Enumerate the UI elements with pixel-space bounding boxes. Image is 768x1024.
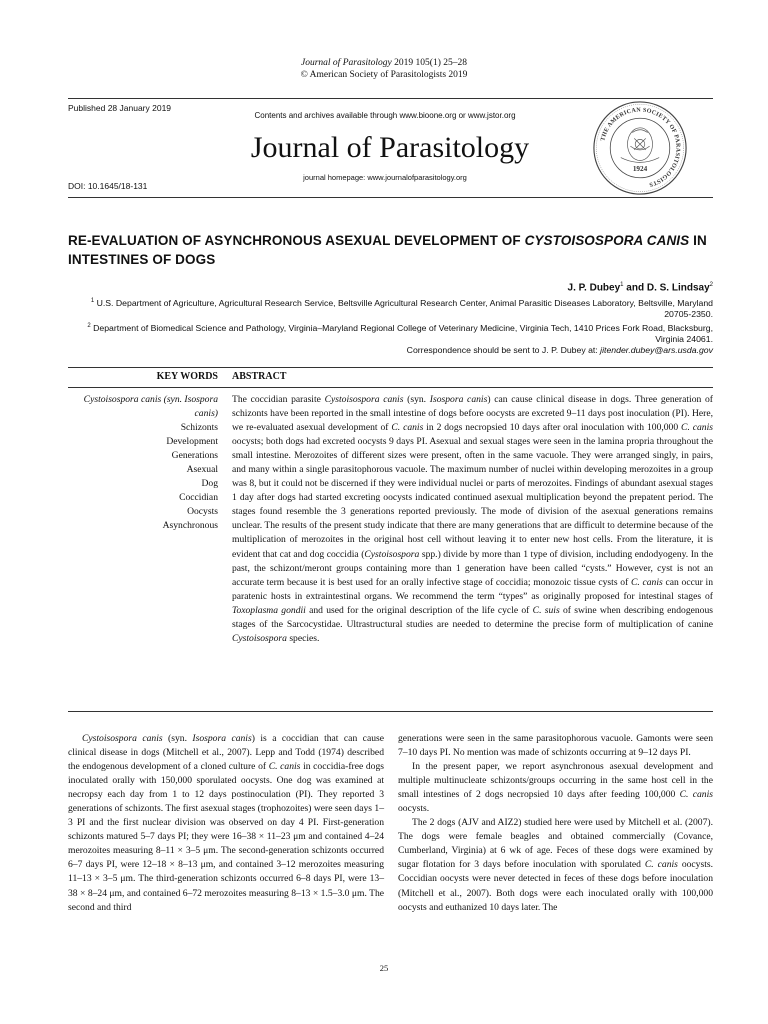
keyword-item: Asynchronous xyxy=(162,520,218,531)
correspondence-email[interactable]: jitender.dubey@ars.usda.gov xyxy=(600,345,713,355)
keywords-list xyxy=(68,393,218,533)
running-head-journal: Journal of Parasitology xyxy=(301,58,392,68)
journal-homepage: journal homepage: www.journalofparasitology.org xyxy=(303,173,467,182)
body-paragraph: The 2 dogs (AJV and AIZ2) studied here were used by Mitchell et al. (2007). The dogs were female beagles and obtained commercially (Covance, Cumberland, Virginia) at 6 wk of age. Feces of these dogs were examined by sugar flotation for 3 days before inoculation with sporulated C. canis oocysts. Coccidian oocysts were never detected in feces of these dogs before inoculation (Mitchell et al., 2007). Both dogs were each inoculated orally with 100,000 oocysts and euthanized 10 days later. The xyxy=(398,817,713,913)
correspondence-text: Correspondence should be sent to J. P. Dubey at: xyxy=(406,345,601,355)
author-1: J. P. Dubey xyxy=(567,282,621,294)
divider xyxy=(68,711,713,712)
body-column-right xyxy=(398,732,713,915)
keyword-item: Schizonts xyxy=(180,422,218,433)
affiliation-2 xyxy=(80,321,713,346)
body-paragraph: generations were seen in the same parasitophorous vacuole. Gamonts were seen 7–10 days PI. No mention was made of schizonts occurring at 9–12 days PI. xyxy=(398,733,713,759)
archives-note: Contents and archives available through www.bioone.org or www.jstor.org xyxy=(254,111,516,120)
journal-title: Journal of Parasitology xyxy=(250,131,530,164)
running-head-citation: 2019 105(1) 25–28 xyxy=(394,58,467,68)
keyword-item: Oocysts xyxy=(187,506,218,517)
author-2-sup: 2 xyxy=(709,282,713,288)
correspondence xyxy=(407,345,713,355)
keyword-item: Coccidian xyxy=(179,492,218,503)
published-date: Published 28 January 2019 xyxy=(68,103,172,113)
doi: DOI: 10.1645/18-131 xyxy=(68,181,148,191)
keyword-item: Dog xyxy=(201,478,218,489)
abstract-heading: ABSTRACT xyxy=(232,371,287,382)
divider xyxy=(68,387,713,388)
page-number: 25 xyxy=(379,963,389,973)
affiliation-2-text: Department of Biomedical Science and Pathology, Virginia–Maryland Regional College of Veterinary Medicine, Virginia Tech, 1410 Prices Fork Road, Blacksburg, Virginia 24061. xyxy=(90,322,713,345)
running-head-copyright: © American Society of Parasitologists 2019 xyxy=(300,70,468,80)
affiliation-1-sup: 1 xyxy=(90,298,95,304)
article-title-part1: RE-EVALUATION OF ASYNCHRONOUS ASEXUAL DEVELOPMENT OF xyxy=(68,233,525,248)
keyword-item: Asexual xyxy=(186,464,218,475)
divider xyxy=(68,367,713,368)
article-title-genus: CYSTOISOSPORA CANIS xyxy=(524,233,690,248)
seal-arc-text: THE AMERICAN SOCIETY OF PARASITOLOGISTS xyxy=(600,107,681,188)
keywords-heading: KEY WORDS xyxy=(156,371,218,382)
body-column-left xyxy=(68,732,384,915)
seal-year: 1924 xyxy=(632,165,648,174)
authors xyxy=(568,282,713,293)
svg-text:THE AMERICAN SOCIETY OF PARASI xyxy=(600,107,680,187)
body-paragraph: Cystoisospora canis (syn. Isospora canis) is a coccidian that can cause clinical disease in dogs (Mitchell et al., 2007). Lepp and Todd (1974) described the endogenous development of a cloned culture of C. canis in coccidia-free dogs inoculated orally with 150,000 sporulated oocysts. One dog was examined at necropsy each day from 1 to 12 days postinoculation (PI). They reported 3 generations of schizonts. The first asexual stages (trophozoites) were seen days 1–3 PI and the first nuclear division was observed on day 4 PI. First-generation schizonts matured 5–7 days PI; they were 16–38 × 11–23 μm and contained 4–24 merozoites measuring 8–11 × 3–5 μm. The second-generation schizonts occurred 6–7 days PI, were 12–18 × 8–13 μm, and contained 3–12 merozoites measuring 11–13 × 3–5 μm. The third-generation schizonts occurred 6–8 days PI, were 13–38 × 8–24 μm, and contained 6–72 merozoites measuring 8–13 × 1.5–3.0 μm. The second and third xyxy=(68,733,384,913)
running-head xyxy=(0,57,768,81)
keyword-item: Generations xyxy=(171,450,218,461)
keyword-item: Cystoisospora canis (syn. Isospora canis) xyxy=(83,394,218,419)
article-title-part2: IN INTESTINES OF DOGS xyxy=(68,233,707,267)
society-seal-icon xyxy=(592,100,688,196)
affiliation-2-sup: 2 xyxy=(87,323,91,329)
body-paragraph: In the present paper, we report asynchronous asexual development and multiple multinucleate schizonts/groups occurring in the same host cell in the small intestines of 2 dogs necropsied 10 days after feeding 100,000 C. canis oocysts. xyxy=(398,761,714,815)
affiliation-1 xyxy=(80,296,713,321)
abstract-text: The coccidian parasite Cystoisospora canis (syn. Isospora canis) can cause clinical disease in dogs. Three generation of schizonts have been reported in the small intestine of dogs before oocysts are excreted 9–11 days post inoculation (PI). Here, we re-evaluated asexual development of C. canis in 2 dogs necropsied 10 days after oral inoculation with 100,000 C. canis oocysts; both dogs had excreted oocysts 9 days PI. Asexual and sexual stages were seen in the lamina propria throughout the small intestine. Merozoites of different sizes were present, often in the same vacuole. They were arranged singly, in pairs, and many within a single parasitophorous vacuole. The maximum number of nuclei within developing merozoites in a group was 8, but it could not be discerned if they were individual nuclei or parts of merozoites. Findings of abundant asexual stages 1 day after dogs had started excreting oocysts indicated continued asexual multiplication beyond the prepatent period. The stages found resemble the 3 generations reported previously. The mode of division of the asexual generations remains unclear. The results of the present study indicate that there are many generations that are difficult to determine because of the multiplication of merozoites in the original host cell without leaving it to enter new host cells. From the literature, it is evident that cat and dog coccidia (Cystoisospora spp.) divide by more than 1 type of division, including endodyogeny. In the past, the schizont/meront groups containing more than 1 generation have been called “cysts.” However, cyst is not an accurate term because it is best used for an orally infective stage of coccidia; monozoic tissue cysts of C. canis can occur in paratenic hosts in extraintestinal organs. We recommend the term “types” as originally proposed for intestinal stages of Toxoplasma gondii and used for the original description of the life cycle of C. suis of swine when describing endogenous stages of the Sarcocystidae. Ultrastructural studies are needed to determine the precise form of multiplication of canine Cystoisospora species. xyxy=(232,394,714,644)
author-2: and D. S. Lindsay xyxy=(623,282,710,294)
affiliation-1-text: U.S. Department of Agriculture, Agricultural Research Service, Beltsville Agricultural Research Center, Animal Parasitic Diseases Laboratory, Beltsville, Maryland 20705-2350. xyxy=(94,297,713,320)
article-title xyxy=(68,231,718,269)
keyword-item: Development xyxy=(166,436,218,447)
author-1-sup: 1 xyxy=(620,282,624,288)
